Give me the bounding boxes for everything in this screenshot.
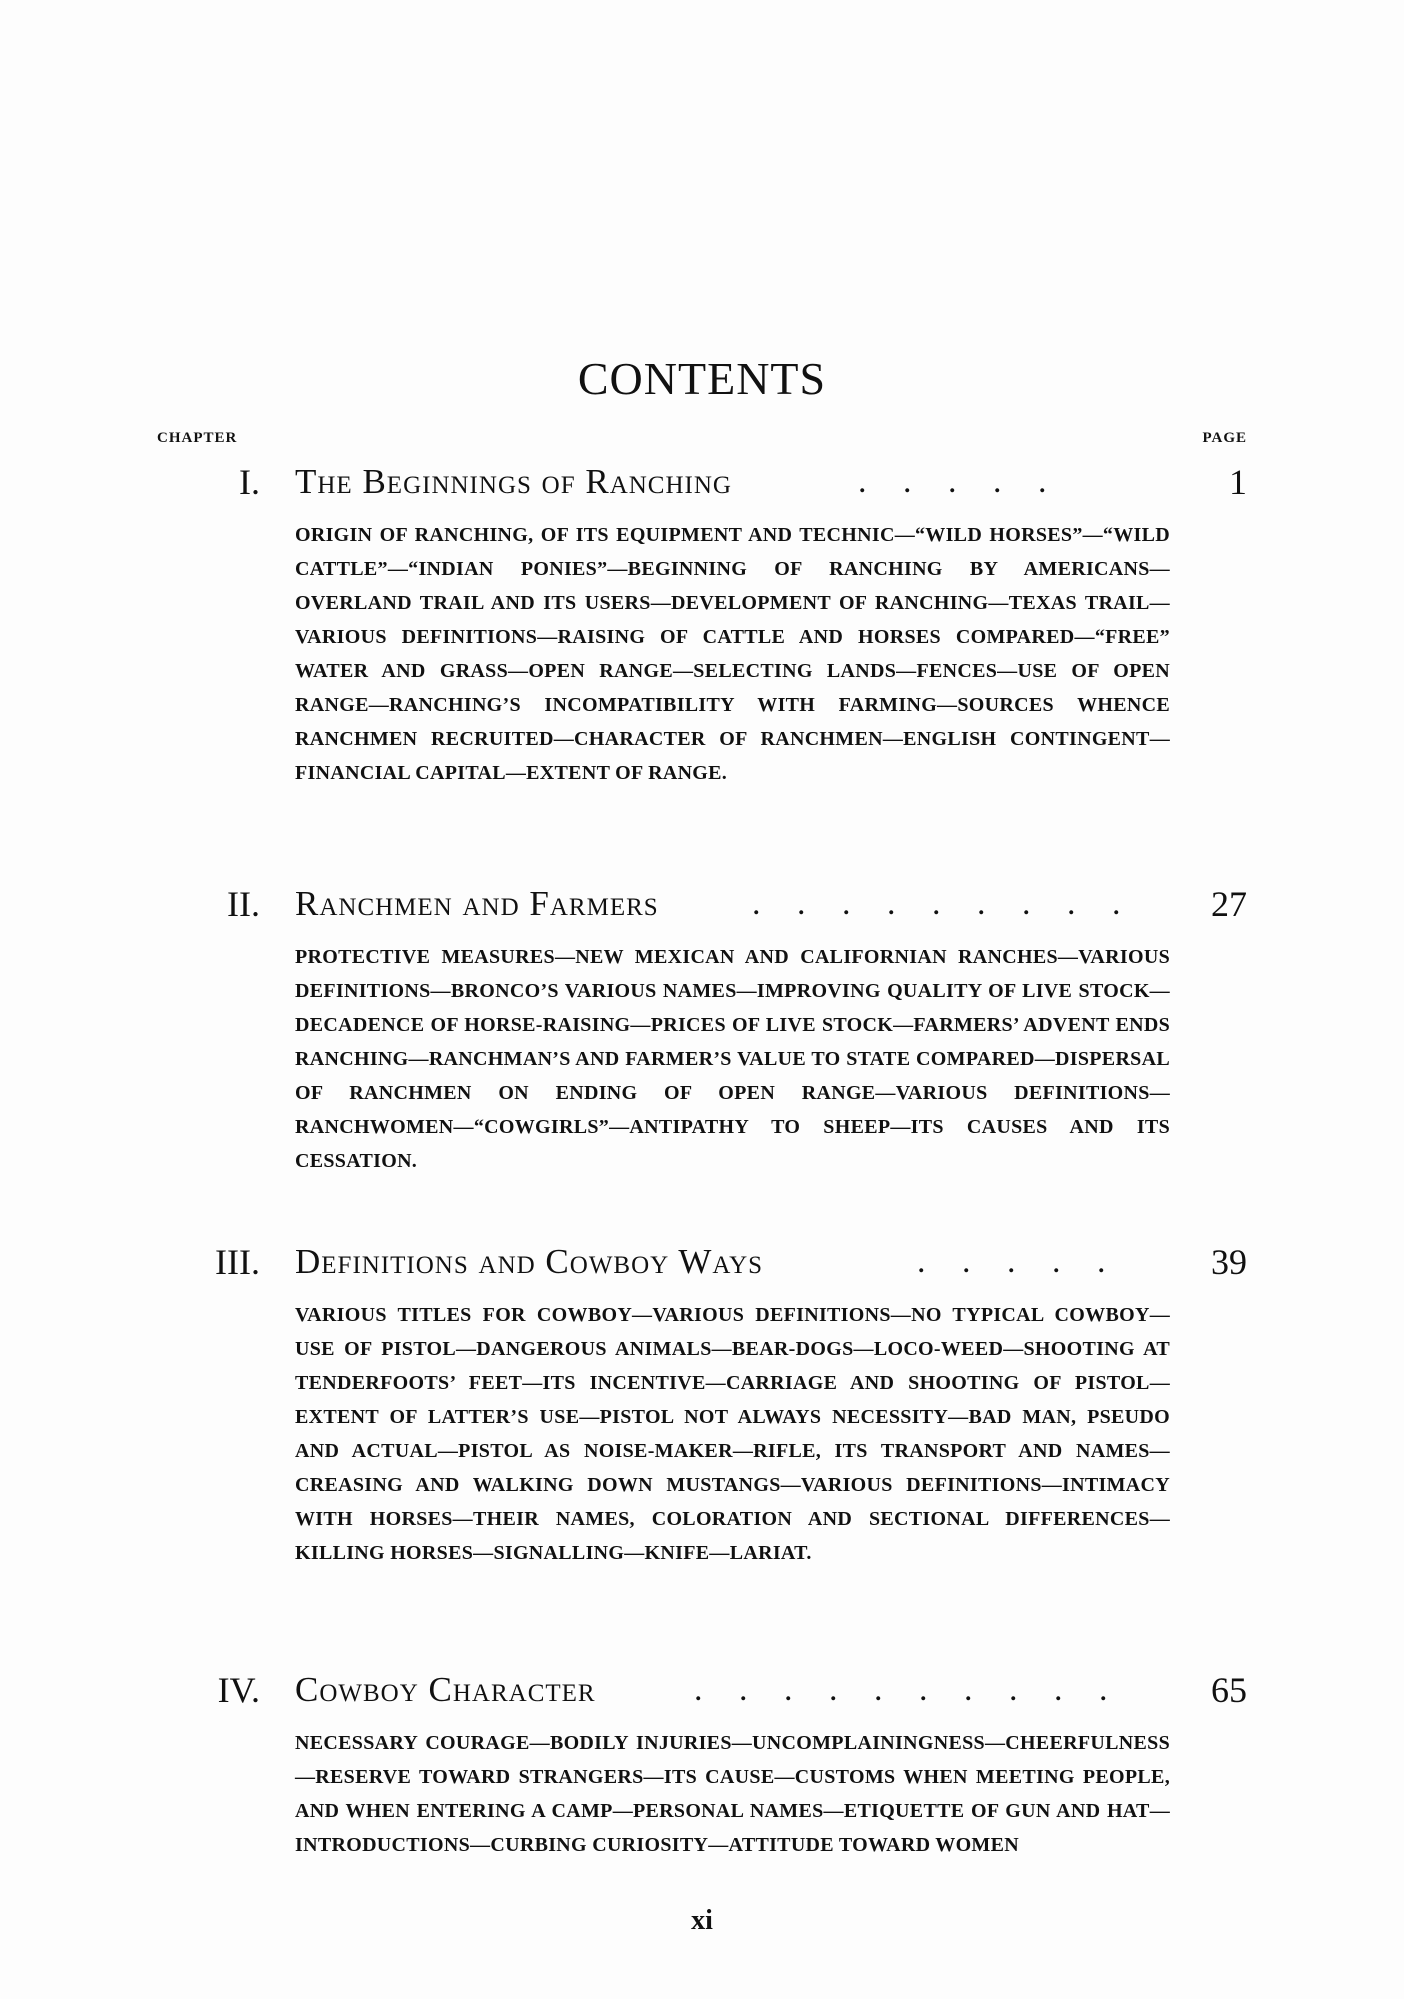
chapter-numeral: II. [227,884,260,924]
dot-leaders: . . . . . [858,463,1061,500]
toc-entry-chapter-4 [0,1668,1404,1898]
chapter-summary: ORIGIN OF RANCHING, OF ITS EQUIPMENT AND TECHNIC—“WILD HORSES”—“WILD CATTLE”—“INDIAN PONIES”—BEGINNING OF RANCHING BY AMERICANS—OVERLAND TRAIL AND ITS USERS—DEVELOPMENT OF RANCHING—TEXAS TRAIL—VARIOUS DEFINITIONS—RAISING OF CATTLE AND HORSES COMPARED—“FREE” WATER AND GRASS—OPEN RANGE—SELECTING LANDS—FENCES—USE OF OPEN RANGE—RANCHING’S INCOMPATIBILITY WITH FARMING—SOURCES WHENCE RANCHMEN RECRUITED—CHARACTER OF RANCHMEN—ENGLISH CONTINGENT—FINANCIAL CAPITAL—EXTENT OF RANGE. [295,524,1170,784]
dot-leaders: . . . . . . . . . . [694,1671,1122,1708]
chapter-title: Ranchmen and Farmers [295,884,659,923]
chapter-column-heading: CHAPTER [157,430,238,446]
chapter-numeral: I. [239,462,260,502]
chapter-numeral: IV. [217,1670,260,1710]
dot-leaders: . . . . . . . . . [752,885,1135,922]
chapter-title: The Beginnings of Ranching [295,462,732,501]
chapter-summary: NECESSARY COURAGE—BODILY INJURIES—UNCOMPLAININGNESS—CHEERFULNESS—RESERVE TOWARD STRANGERS—ITS CAUSE—CUSTOMS WHEN MEETING PEOPLE, AND WHEN ENTERING A CAMP—PERSONAL NAMES—ETIQUETTE OF GUN AND HAT—INTRODUCTIONS—CURBING CURIOSITY—ATTITUDE TOWARD WOMEN [295,1732,1170,1856]
chapter-title: Definitions and Cowboy Ways [295,1242,764,1281]
page-folio-number: xi [691,1905,713,1936]
dot-leaders: . . . . . [917,1243,1120,1280]
chapter-summary: PROTECTIVE MEASURES—NEW MEXICAN AND CALIFORNIAN RANCHES—VARIOUS DEFINITIONS—BRONCO’S VARIOUS NAMES—IMPROVING QUALITY OF LIVE STOCK—DECADENCE OF HORSE-RAISING—PRICES OF LIVE STOCK—FARMERS’ ADVENT ENDS RANCHING—RANCHMAN’S AND FARMER’S VALUE TO STATE COMPARED—DISPERSAL OF RANCHMEN ON ENDING OF OPEN RANGE—VARIOUS DEFINITIONS—RANCHWOMEN—“COWGIRLS”—ANTIPATHY TO SHEEP—ITS CAUSES AND ITS CESSATION. [295,946,1170,1172]
page-column-heading: PAGE [1202,430,1247,446]
chapter-title: Cowboy Character [295,1670,596,1709]
chapter-page-number: 1 [1229,462,1247,502]
page-title: CONTENTS [577,353,827,404]
chapter-page-number: 27 [1211,884,1247,924]
chapter-page-number: 39 [1211,1242,1247,1282]
toc-entry-chapter-3 [0,1240,1404,1640]
chapter-numeral: III. [215,1242,260,1282]
toc-entry-chapter-2 [0,882,1404,1212]
chapter-page-number: 65 [1211,1670,1247,1710]
chapter-summary: VARIOUS TITLES FOR COWBOY—VARIOUS DEFINITIONS—NO TYPICAL COWBOY—USE OF PISTOL—DANGEROUS ANIMALS—BEAR-DOGS—LOCO-WEED—SHOOTING AT TENDERFOOTS’ FEET—ITS INCENTIVE—CARRIAGE AND SHOOTING OF PISTOL—EXTENT OF LATTER’S USE—PISTOL NOT ALWAYS NECESSITY—BAD MAN, PSEUDO AND ACTUAL—PISTOL AS NOISE-MAKER—RIFLE, ITS TRANSPORT AND NAMES—CREASING AND WALKING DOWN MUSTANGS—VARIOUS DEFINITIONS—INTIMACY WITH HORSES—THEIR NAMES, COLORATION AND SECTIONAL DIFFERENCES—KILLING HORSES—SIGNALLING—KNIFE—LARIAT. [295,1304,1170,1564]
toc-entry-chapter-1 [0,460,1404,840]
